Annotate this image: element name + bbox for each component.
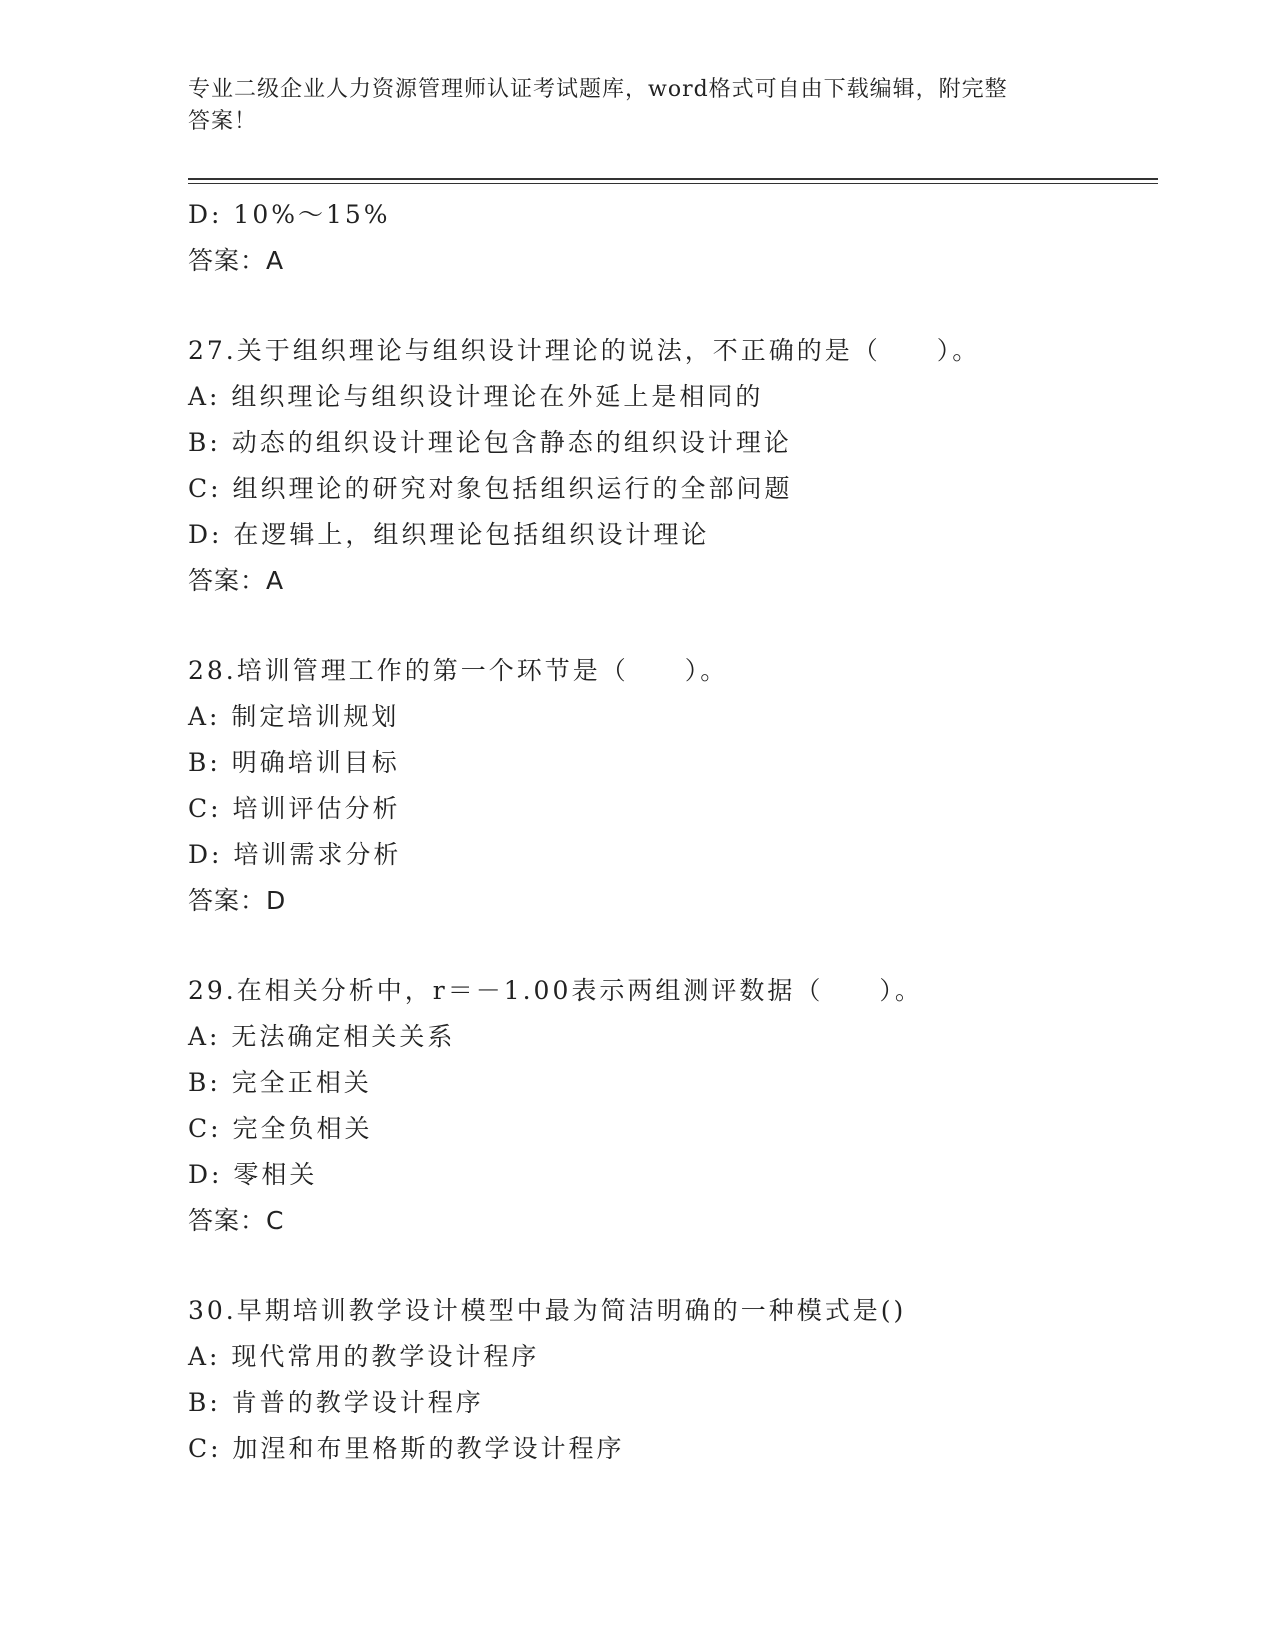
answer-line: 答案：A	[188, 566, 285, 595]
spacer	[188, 604, 1148, 648]
option-c: C: 培训评估分析	[188, 794, 401, 823]
question-28	[188, 648, 1148, 924]
divider-thick-line	[188, 178, 1158, 180]
spacer	[188, 924, 1148, 968]
header-line-1: 专业二级企业人力资源管理师认证考试题库，word格式可自由下载编辑，附完整	[188, 77, 1008, 102]
document-header	[188, 74, 1068, 138]
option-c: C: 加涅和布里格斯的教学设计程序	[188, 1434, 625, 1463]
option-d: D: 培训需求分析	[188, 840, 402, 869]
option-a: A: 现代常用的教学设计程序	[188, 1342, 540, 1371]
spacer	[188, 1244, 1148, 1288]
question-30	[188, 1288, 1148, 1472]
option-b: B: 动态的组织设计理论包含静态的组织设计理论	[188, 428, 792, 457]
answer-line: 答案：A	[188, 246, 285, 275]
question-content	[188, 192, 1148, 1472]
option-d: D: 10%～15%	[188, 200, 391, 229]
question-stem: 27.关于组织理论与组织设计理论的说法，不正确的是（ ）。	[188, 336, 981, 365]
option-b: B: 明确培训目标	[188, 748, 400, 777]
option-a: A: 无法确定相关关系	[188, 1022, 456, 1051]
spacer	[188, 284, 1148, 328]
divider-thin-line	[188, 183, 1158, 184]
option-d: D: 零相关	[188, 1160, 318, 1189]
option-d: D: 在逻辑上，组织理论包括组织设计理论	[188, 520, 710, 549]
option-c: C: 组织理论的研究对象包括组织运行的全部问题	[188, 474, 793, 503]
option-b: B: 完全正相关	[188, 1068, 372, 1097]
question-29	[188, 968, 1148, 1244]
question-27	[188, 328, 1148, 604]
answer-line: 答案：D	[188, 886, 287, 915]
question-stem: 28.培训管理工作的第一个环节是（ ）。	[188, 656, 729, 685]
answer-line: 答案：C	[188, 1206, 285, 1235]
question-stem: 30.早期培训教学设计模型中最为简洁明确的一种模式是()	[188, 1296, 907, 1325]
option-a: A: 组织理论与组织设计理论在外延上是相同的	[188, 382, 764, 411]
header-divider	[188, 178, 1158, 184]
option-c: C: 完全负相关	[188, 1114, 373, 1143]
option-a: A: 制定培训规划	[188, 702, 400, 731]
option-b: B: 肯普的教学设计程序	[188, 1388, 484, 1417]
question-stem: 29.在相关分析中，r＝－1.00表示两组测评数据（ ）。	[188, 976, 923, 1005]
header-line-2: 答案！	[188, 109, 258, 134]
